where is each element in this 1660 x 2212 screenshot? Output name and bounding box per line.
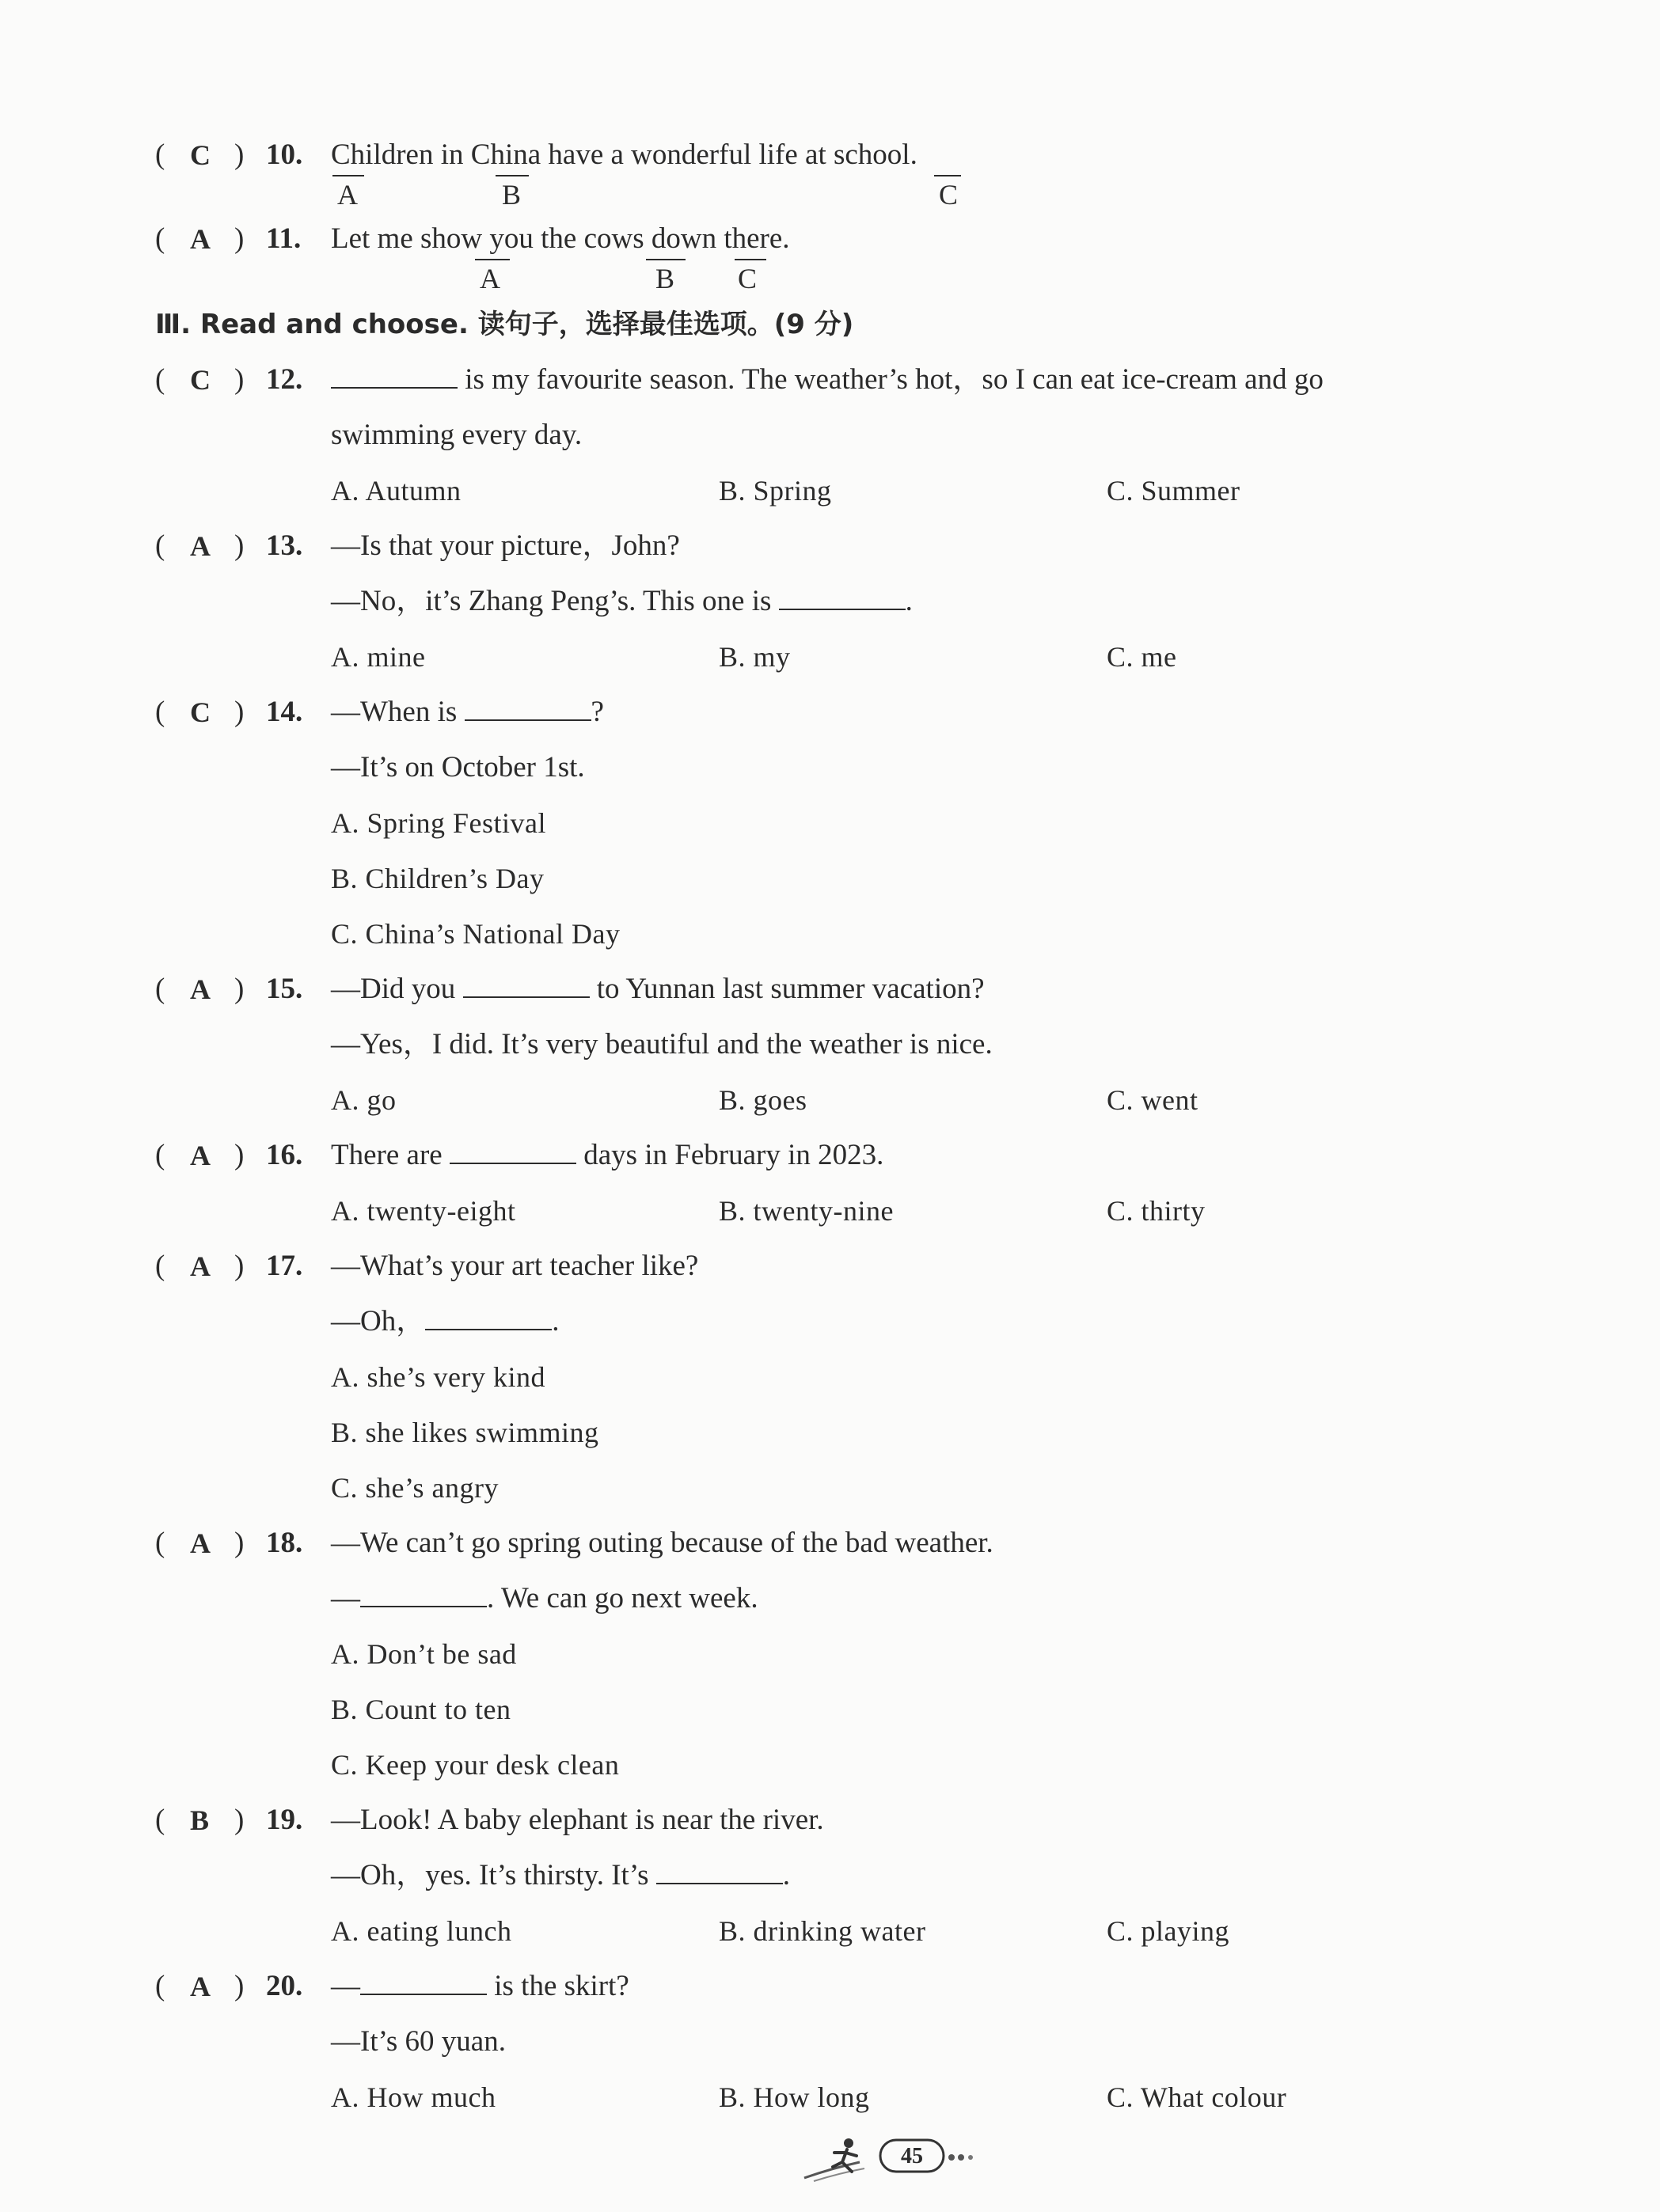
- answer-12: C: [190, 364, 211, 396]
- label-b: B: [655, 263, 675, 294]
- paren-open: (: [155, 1139, 165, 1171]
- answer-blank: [463, 973, 590, 998]
- label-a: A: [480, 263, 500, 294]
- answer-11: A: [190, 223, 211, 255]
- option-b: B. my: [719, 641, 791, 673]
- paren-open: (: [155, 1970, 165, 2002]
- question-19-line2: [331, 1858, 790, 1893]
- paren-open: (: [155, 1527, 165, 1559]
- paren-close: ): [234, 529, 245, 562]
- text-before: —No，it’s Zhang Peng’s. This one is: [331, 585, 779, 617]
- answer-blank: [656, 1859, 783, 1884]
- paren-open: (: [155, 696, 165, 728]
- overline-c: [735, 259, 766, 260]
- overline-b: [646, 259, 686, 260]
- question-12-line1: [331, 362, 1324, 397]
- option-c: C. Summer: [1107, 475, 1240, 507]
- text-after: . We can go next week.: [487, 1582, 758, 1614]
- question-13-line1: —Is that your picture，John?: [331, 529, 680, 562]
- text-before: —: [331, 1970, 360, 2002]
- label-b: B: [502, 179, 522, 211]
- option-b: B. Children’s Day: [331, 863, 545, 894]
- paren-close: ): [234, 1804, 245, 1836]
- text-before: There are: [331, 1139, 450, 1171]
- paren-open: (: [155, 973, 165, 1005]
- question-number-18: 18.: [266, 1527, 303, 1559]
- paren-close: ): [234, 1527, 245, 1559]
- paren-open: (: [155, 222, 165, 255]
- paren-open: (: [155, 138, 165, 171]
- option-c: C. China’s National Day: [331, 918, 621, 950]
- option-b: B. Spring: [719, 475, 832, 507]
- text-before: —When is: [331, 696, 465, 728]
- label-a: A: [337, 179, 358, 211]
- question-11-text: Let me show you the cows down there.: [331, 222, 790, 255]
- question-19-line1: —Look! A baby elephant is near the river.: [331, 1804, 824, 1836]
- answer-15: A: [190, 973, 211, 1005]
- question-20-line1: [331, 1969, 629, 2004]
- answer-blank: [425, 1305, 552, 1330]
- paren-open: (: [155, 1250, 165, 1282]
- question-15-line1: [331, 972, 985, 1007]
- option-c: C. me: [1107, 641, 1177, 673]
- text-after: .: [552, 1305, 560, 1337]
- option-b: B. How long: [719, 2081, 870, 2113]
- option-a: A. she’s very kind: [331, 1361, 545, 1393]
- option-a: A. go: [331, 1084, 397, 1116]
- text-after: to Yunnan last summer vacation?: [589, 973, 985, 1005]
- answer-blank: [465, 696, 591, 721]
- question-18-line1: —We can’t go spring outing because of the bad weather.: [331, 1527, 993, 1559]
- overline-b: [496, 175, 529, 176]
- question-number-17: 17.: [266, 1250, 303, 1282]
- paren-close: ): [234, 138, 245, 171]
- text-after: days in February in 2023.: [575, 1139, 884, 1171]
- option-c: C. she’s angry: [331, 1472, 499, 1504]
- page-footer: [800, 2129, 990, 2192]
- answer-blank: [331, 363, 458, 389]
- overline-c: [934, 175, 961, 176]
- option-c: C. What colour: [1107, 2081, 1287, 2113]
- question-12-line2: swimming every day.: [331, 419, 583, 451]
- question-12-text: is my favourite season. The weather’s hot，so I can eat ice-cream and go: [458, 363, 1324, 396]
- question-number-12: 12.: [266, 363, 303, 396]
- answer-18: A: [190, 1527, 211, 1559]
- option-a: A. How much: [331, 2081, 496, 2113]
- option-c: C. Keep your desk clean: [331, 1749, 620, 1781]
- answer-10: C: [190, 139, 211, 171]
- answer-19: B: [190, 1804, 210, 1836]
- answer-blank: [450, 1139, 576, 1164]
- question-10-text: Children in China have a wonderful life at school.: [331, 138, 917, 171]
- question-number-14: 14.: [266, 696, 303, 728]
- paren-close: ): [234, 363, 245, 396]
- question-number-13: 13.: [266, 529, 303, 562]
- question-16-line1: [331, 1138, 883, 1173]
- paren-close: ): [234, 222, 245, 255]
- overline-a: [475, 259, 510, 260]
- option-b: B. twenty-nine: [719, 1195, 894, 1227]
- option-a: A. eating lunch: [331, 1915, 512, 1947]
- option-a: A. Spring Festival: [331, 807, 547, 839]
- option-c: C. playing: [1107, 1915, 1229, 1947]
- text-before: —: [331, 1582, 360, 1614]
- text-after: .: [905, 585, 913, 617]
- paren-close: ): [234, 1970, 245, 2002]
- page-number: 45: [901, 2144, 923, 2168]
- option-b: B. drinking water: [719, 1915, 926, 1947]
- question-number-19: 19.: [266, 1804, 303, 1836]
- option-a: A. twenty-eight: [331, 1195, 516, 1227]
- option-a: A. mine: [331, 641, 426, 673]
- option-b: B. she likes swimming: [331, 1417, 599, 1448]
- label-c: C: [738, 263, 758, 294]
- text-before: —Oh，yes. It’s thirsty. It’s: [331, 1859, 656, 1891]
- text-after: ?: [591, 696, 604, 728]
- overline-a: [332, 175, 364, 176]
- paren-open: (: [155, 529, 165, 562]
- paren-close: ): [234, 973, 245, 1005]
- question-17-line1: —What’s your art teacher like?: [331, 1250, 699, 1282]
- option-a: A. Don’t be sad: [331, 1638, 517, 1670]
- paren-close: ): [234, 1250, 245, 1282]
- question-14-line2: —It’s on October 1st.: [331, 751, 585, 783]
- paren-open: (: [155, 363, 165, 396]
- option-b: B. Count to ten: [331, 1694, 511, 1725]
- option-b: B. goes: [719, 1084, 807, 1116]
- text-after: is the skirt?: [487, 1970, 629, 2002]
- option-a: A. Autumn: [331, 475, 462, 507]
- answer-13: A: [190, 530, 211, 562]
- paren-open: (: [155, 1804, 165, 1836]
- answer-blank: [779, 585, 906, 610]
- answer-blank: [360, 1970, 487, 1995]
- answer-14: C: [190, 696, 211, 728]
- paren-close: ): [234, 1139, 245, 1171]
- question-number-16: 16.: [266, 1139, 303, 1171]
- answer-16: A: [190, 1140, 211, 1171]
- label-c: C: [939, 179, 959, 211]
- question-15-line2: —Yes，I did. It’s very beautiful and the weather is nice.: [331, 1028, 993, 1060]
- paren-close: ): [234, 696, 245, 728]
- answer-blank: [360, 1582, 487, 1607]
- question-number-20: 20.: [266, 1970, 303, 2002]
- section-heading: Ⅲ. Read and choose. 读句子，选择最佳选项。(9 分): [155, 309, 854, 340]
- question-17-line2: [331, 1304, 559, 1339]
- option-c: C. went: [1107, 1084, 1198, 1116]
- question-20-line2: —It’s 60 yuan.: [331, 2025, 506, 2058]
- question-number-11: 11.: [266, 222, 302, 255]
- text-before: —Did you: [331, 973, 463, 1005]
- text-before: —Oh，: [331, 1305, 426, 1337]
- answer-20: A: [190, 1971, 211, 2002]
- option-c: C. thirty: [1107, 1195, 1206, 1227]
- question-18-line2: [331, 1581, 758, 1616]
- question-number-15: 15.: [266, 973, 303, 1005]
- question-number-10: 10.: [266, 138, 303, 171]
- question-13-line2: [331, 584, 913, 619]
- answer-17: A: [190, 1250, 211, 1282]
- text-after: .: [782, 1859, 791, 1891]
- question-14-line1: [331, 695, 604, 730]
